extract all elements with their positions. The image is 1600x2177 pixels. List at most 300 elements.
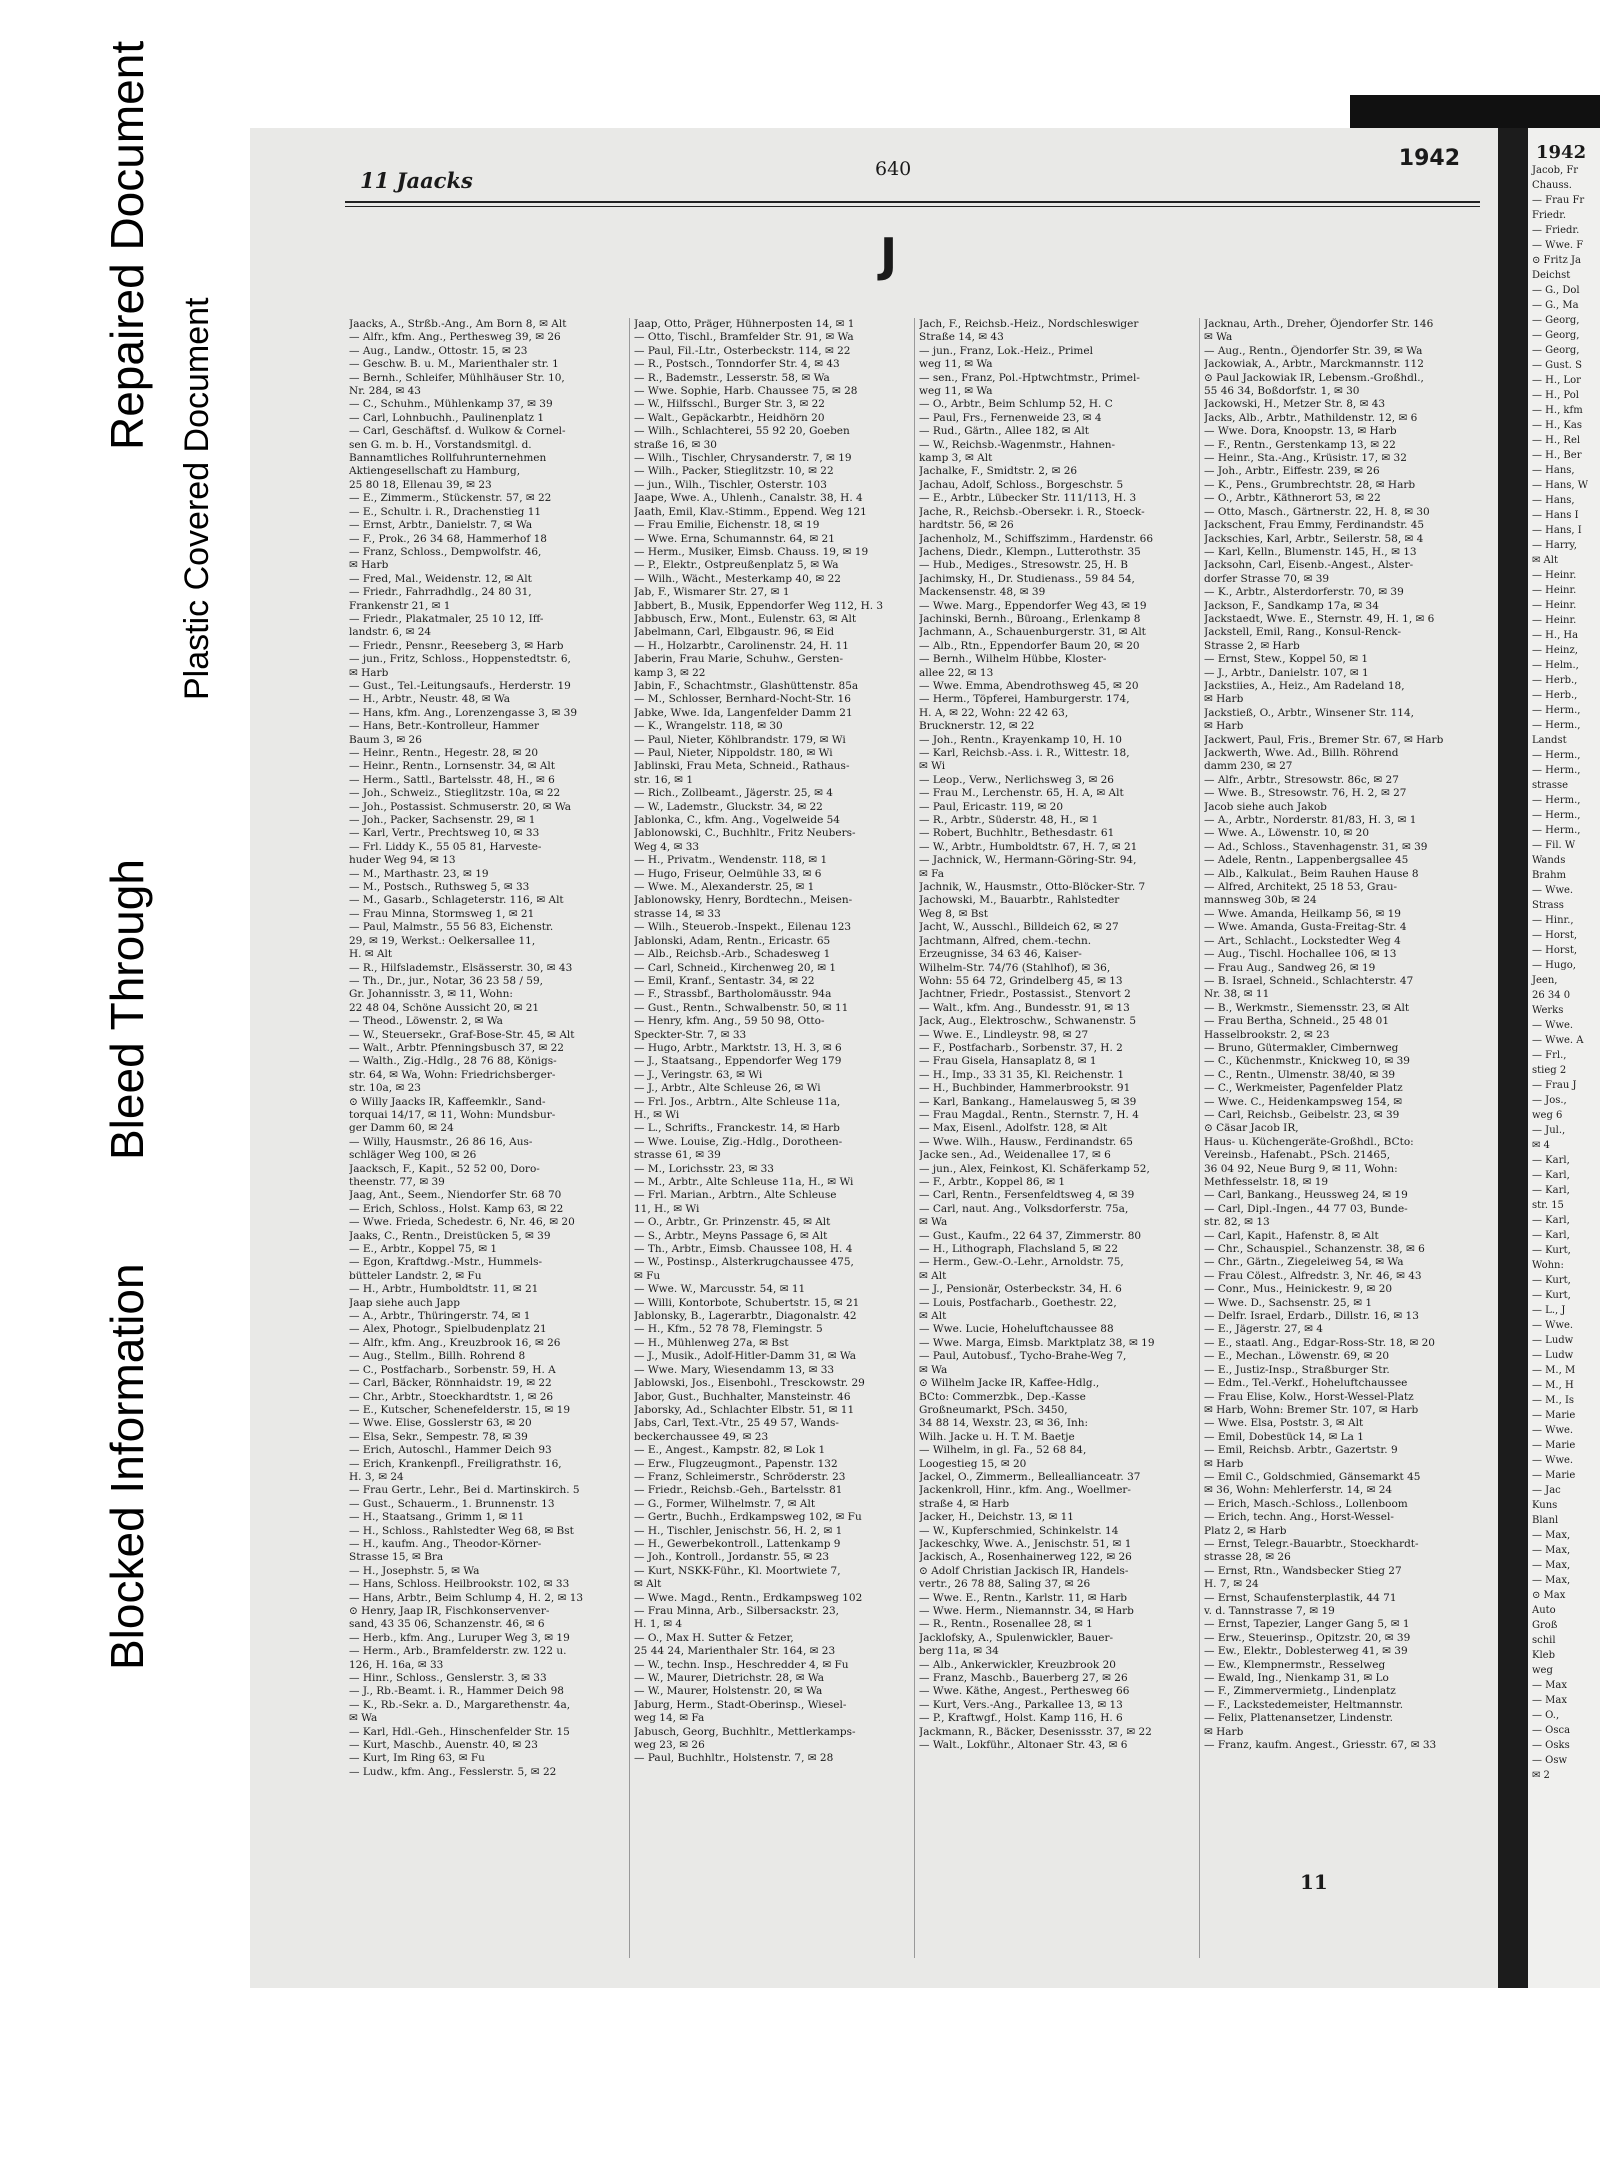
adjacent-page-line: — Wwe. — [1532, 1425, 1574, 1436]
directory-entry: — Emil, Reichsb. Arbtr., Gazertstr. 9 — [1204, 1444, 1398, 1457]
adjacent-page-year: 1942 — [1536, 142, 1587, 163]
directory-entry: Methfesselstr. 18, ✉ 19 — [1204, 1176, 1329, 1188]
directory-entry: — Jachnick, W., Hermann-Göring-Str. 94, — [919, 854, 1137, 867]
directory-entry: — Erich, Schloss., Holst. Kamp 63, ✉ 22 — [349, 1202, 564, 1215]
directory-entry: — Wwe. Elsa, Poststr. 3, ✉ Alt — [1204, 1417, 1364, 1430]
directory-entry: — Alfr., Arbtr., Stresowstr. 86c, ✉ 27 — [1204, 773, 1399, 786]
adjacent-page-line: — Max — [1532, 1680, 1568, 1691]
directory-entry: — Hinr., Schloss., Genslerstr. 3, ✉ 33 — [349, 1672, 547, 1685]
directory-entry: weg 11, ✉ Wa — [919, 385, 993, 398]
adjacent-page-line: — Helm., — [1532, 660, 1579, 671]
directory-entry: — Egon, Kraftdwg.-Mstr., Hummels- — [349, 1256, 543, 1269]
directory-entry: — Alfr., kfm. Ang., Perthesweg 39, ✉ 26 — [349, 331, 561, 344]
directory-entry: — Erich, techn. Ang., Horst-Wessel- — [1204, 1511, 1394, 1524]
directory-entry: — Gertr., Buchh., Erdkampsweg 102, ✉ Fu — [634, 1511, 862, 1524]
label-blocked-information: Blocked Information — [101, 1263, 153, 1670]
directory-entry: — Erich, Krankenpfl., Freiligrathstr. 16, — [349, 1457, 562, 1470]
adjacent-page-line: — Wwe. F — [1532, 240, 1584, 251]
directory-entry: ✉ Wa — [349, 1712, 378, 1725]
adjacent-page-line: — Osw — [1532, 1755, 1568, 1766]
directory-entry: — Wwe. Amanda, Gusta-Freitag-Str. 4 — [1204, 921, 1407, 934]
adjacent-page-line: — Herm., — [1532, 825, 1581, 836]
directory-entry: — Wwe. Emma, Abendrothsweg 45, ✉ 20 — [919, 679, 1139, 692]
page-header-left: 11 Jaacks — [360, 168, 473, 193]
directory-entry: — Karl, Kelln., Blumenstr. 145, H., ✉ 13 — [1204, 545, 1417, 558]
adjacent-page-line: str. 15 — [1532, 1200, 1564, 1211]
adjacent-page-line: — Marie — [1532, 1470, 1576, 1481]
adjacent-page-line: — Horst, — [1532, 945, 1578, 956]
directory-entry: — H., kaufm. Ang., Theodor-Körner- — [349, 1537, 542, 1550]
directory-entry: Jackenkroll, Hinr., kfm. Ang., Woellmer- — [919, 1484, 1131, 1497]
directory-entry: Jaburg, Herm., Stadt-Oberinsp., Wiesel- — [634, 1698, 847, 1711]
directory-entry: Baum 3, ✉ 26 — [349, 733, 422, 746]
directory-entry: — Gust., Schauerm., 1. Brunnenstr. 13 — [349, 1497, 555, 1510]
directory-entry: Jabin, F., Schachtmstr., Glashüttenstr. 85a — [634, 679, 859, 692]
directory-entry: — Bernh., Schleifer, Mühlhäuser Str. 10, — [349, 371, 565, 384]
directory-entry: — Heinr., Rentn., Lornsenstr. 34, ✉ Alt — [349, 760, 556, 773]
adjacent-page-line: — Frau Fr — [1532, 195, 1585, 206]
directory-entry: — E., Justiz-Insp., Straßburger Str. — [1204, 1363, 1390, 1376]
directory-entry: — Wilh., Schlachterei, 55 92 20, Goeben — [634, 425, 850, 438]
directory-entry: Jachalke, F., Smidtstr. 2, ✉ 26 — [919, 465, 1078, 478]
adjacent-page-line: weg — [1532, 1665, 1553, 1676]
directory-entry: — C., Rentn., Ulmenstr. 38/40, ✉ 39 — [1204, 1068, 1396, 1081]
adjacent-page-line: — Herm., — [1532, 705, 1581, 716]
directory-entry: Jaborsky, Ad., Schlachter Elbstr. 51, ✉ 11 — [634, 1403, 855, 1416]
directory-entry: Jablonski, Adam, Rentn., Ericastr. 65 — [634, 934, 831, 947]
directory-entry: — Paul, Autobusf., Tycho-Brahe-Weg 7, — [919, 1350, 1127, 1363]
directory-entry: Jackstiies, A., Heiz., Am Radeland 18, — [1204, 679, 1405, 692]
directory-entry: — Erich, Masch.-Schloss., Lollenboom — [1204, 1497, 1408, 1510]
directory-entry: — C., Werkmeister, Pagenfelder Platz — [1204, 1082, 1403, 1095]
directory-entry: — Chr., Arbtr., Stoeckhardtstr. 1, ✉ 26 — [349, 1390, 554, 1403]
directory-entry: — Wilhelm, in gl. Fa., 52 68 84, — [919, 1444, 1087, 1457]
directory-entry: — W., Reichsb.-Wagenmstr., Hahnen- — [919, 438, 1116, 451]
directory-entry: — H., Staatsang., Grimm 1, ✉ 11 — [349, 1511, 525, 1524]
directory-entry: Jaath, Emil, Klav.-Stimm., Eppend. Weg 121 — [634, 505, 867, 518]
directory-entry: — jun., Alex, Feinkost, Kl. Schäferkamp 52, — [919, 1162, 1150, 1175]
directory-entry: — E., Kutscher, Schenefelderstr. 15, ✉ 19 — [349, 1403, 571, 1416]
directory-entry: — Frau Magdal., Rentn., Sternstr. 7, H. 4 — [919, 1108, 1139, 1121]
directory-entry: — K., Wrangelstr. 118, ✉ 30 — [634, 720, 783, 733]
adjacent-page-line: Auto — [1532, 1605, 1556, 1616]
adjacent-page-line: — M., H — [1532, 1380, 1574, 1391]
directory-entry: Jacksohn, Carl, Eisenb.-Angest., Alster- — [1204, 559, 1414, 572]
directory-entry: Jacks, Alb., Arbtr., Mathildenstr. 12, ✉ 6 — [1204, 411, 1418, 424]
directory-entry: — Alex, Photogr., Spielbudenplatz 21 — [349, 1323, 547, 1336]
adjacent-page-line: — Jac — [1532, 1485, 1561, 1496]
adjacent-page-line: — Karl, — [1532, 1170, 1570, 1181]
adjacent-page-line: — Kurt, — [1532, 1275, 1571, 1286]
directory-entry: — Wilh., Tischler, Chrysanderstr. 7, ✉ 19 — [634, 452, 852, 465]
directory-entry: 126, H. 16a, ✉ 33 — [349, 1658, 444, 1671]
directory-entry: Jablinski, Frau Meta, Schneid., Rathaus- — [634, 760, 850, 773]
directory-entry: — M., Arbtr., Alte Schleuse 11a, H., ✉ Wi — [634, 1176, 854, 1188]
directory-entry: — Walth., Zig.-Hdlg., 28 76 88, Königs- — [349, 1055, 557, 1068]
directory-entry: — Wwe. Mary, Wiesendamm 13, ✉ 33 — [634, 1363, 835, 1376]
directory-entry: — Carl, Geschäftsf. d. Wulkow & Cornel- — [349, 425, 566, 438]
directory-entry: berg 11a, ✉ 34 — [919, 1645, 999, 1658]
directory-entry: ✉ Alt — [919, 1269, 947, 1282]
directory-entry: ✉ Fu — [634, 1269, 661, 1282]
directory-entry: — Gust., Kaufm., 22 64 37, Zimmerstr. 80 — [919, 1229, 1142, 1242]
directory-entry: — Ernst, Stew., Koppel 50, ✉ 1 — [1204, 653, 1369, 666]
directory-entry: — Wwe. E., Lindleystr. 98, ✉ 27 — [919, 1028, 1089, 1041]
directory-entry: ✉ Wa — [919, 1363, 948, 1376]
directory-entry: — Aug., Tischl. Hochallee 106, ✉ 13 — [1204, 948, 1397, 961]
directory-entry: H. 1, ✉ 4 — [634, 1618, 683, 1631]
directory-entry: — jun., Wilh., Tischler, Osterstr. 103 — [634, 478, 827, 491]
directory-entry: — Erich, Autoschl., Hammer Deich 93 — [349, 1444, 552, 1457]
directory-entry: Weg 4, ✉ 33 — [634, 840, 700, 853]
directory-entry: Weg 8, ✉ Bst — [919, 907, 989, 920]
directory-entry: — Carl, Bankang., Heussweg 24, ✉ 19 — [1204, 1189, 1408, 1202]
directory-entry: — R., Bademstr., Lesserstr. 58, ✉ Wa — [634, 371, 830, 384]
directory-entry: — Carl, Rentn., Fersenfeldtsweg 4, ✉ 39 — [919, 1189, 1135, 1202]
directory-entry: H. ✉ Alt — [349, 948, 393, 961]
adjacent-page-line: Werks — [1532, 1005, 1564, 1016]
directory-entry: ⊙ Wilhelm Jacke IR, Kaffee-Hdlg., — [919, 1377, 1100, 1390]
directory-entry: — Hans, Betr.-Kontrolleur, Hammer — [349, 720, 539, 733]
directory-entry: — Kurt, NSKK-Führ., Kl. Moortwiete 7, — [634, 1564, 841, 1577]
directory-entry: — Wwe. Marg., Eppendorfer Weg 43, ✉ 19 — [919, 599, 1147, 612]
directory-entry: allee 22, ✉ 13 — [919, 666, 994, 679]
directory-entry: weg 14, ✉ Fa — [634, 1712, 705, 1725]
directory-entry: — O., Arbtr., Käthnerort 53, ✉ 22 — [1204, 492, 1381, 505]
directory-entry: — Otto, Tischl., Bramfelder Str. 91, ✉ Wa — [634, 331, 854, 344]
directory-entry: — Kurt, Im Ring 63, ✉ Fu — [349, 1752, 485, 1765]
directory-entry: — J., Arbtr., Alte Schleuse 26, ✉ Wi — [634, 1082, 821, 1095]
directory-entry: — H., Tischler, Jenischstr. 56, H. 2, ✉ 1 — [634, 1524, 843, 1537]
directory-entry: Jackisch, A., Rosenhainerweg 122, ✉ 26 — [919, 1551, 1132, 1564]
directory-entry: str. 82, ✉ 13 — [1204, 1216, 1270, 1229]
directory-entry: — H., Lithograph, Flachsland 5, ✉ 22 — [919, 1243, 1119, 1256]
directory-entry: ⊙ Cäsar Jacob IR, — [1204, 1122, 1299, 1135]
section-letter: J — [880, 228, 898, 282]
directory-entry: Jacob siehe auch Jakob — [1204, 800, 1327, 813]
adjacent-page-line: — H., Ber — [1532, 450, 1582, 461]
directory-entry: — Paul, Nieter, Nippoldstr. 180, ✉ Wi — [634, 747, 833, 759]
directory-entry: kamp 3, ✉ Alt — [919, 452, 993, 465]
directory-entry: Jabelmann, Carl, Elbgaustr. 96, ✉ Eid — [634, 626, 835, 639]
directory-entry: — Frl. Jos., Arbtrn., Alte Schleuse 11a, — [634, 1095, 841, 1108]
directory-entry: — Henry, kfm. Ang., 59 50 98, Otto- — [634, 1015, 825, 1028]
directory-entry: — Chr., Gärtn., Ziegeleiweg 54, ✉ Wa — [1204, 1256, 1404, 1269]
directory-entry: Jachtmann, Alfred, chem.-techn. — [919, 934, 1092, 947]
directory-entry: Jacke sen., Ad., Weidenallee 17, ✉ 6 — [919, 1149, 1111, 1162]
directory-entry: — Otto, Masch., Gärtnerstr. 22, H. 8, ✉ 30 — [1204, 505, 1430, 518]
directory-entry: 11, H., ✉ Wi — [634, 1202, 700, 1215]
directory-entry: Jackel, O., Zimmerm., Belleallianceatr. 37 — [919, 1470, 1141, 1483]
adjacent-page-line: — G., Dol — [1532, 285, 1580, 296]
adjacent-page-line: — Heinz, — [1532, 645, 1578, 656]
directory-entry: — Hans, kfm. Ang., Lorenzengasse 3, ✉ 39 — [349, 706, 578, 719]
directory-entry: — E., staatl. Ang., Edgar-Ross-Str. 18, ✉ 20 — [1204, 1336, 1435, 1349]
directory-entry: Mackensenstr. 48, ✉ 39 — [919, 586, 1046, 599]
directory-entry: — B. Israel, Schneid., Schlachterstr. 47 — [1204, 974, 1414, 987]
directory-entry: — F., Strassbf., Bartholomäusstr. 94a — [634, 988, 832, 1001]
directory-entry: ⊙ Adolf Christian Jackisch IR, Handels- — [919, 1564, 1129, 1577]
directory-entry: — Carl, Dipl.-Ingen., 44 77 03, Bunde- — [1204, 1202, 1408, 1215]
directory-entry: — Carl, Schneid., Kirchenweg 20, ✉ 1 — [634, 961, 837, 974]
directory-entry: Brucknerstr. 12, ✉ 22 — [919, 720, 1035, 733]
directory-entry: — Leop., Verw., Nerlichsweg 3, ✉ 26 — [919, 773, 1114, 786]
directory-entry: — Heinr., Sta.-Ang., Krüsistr. 17, ✉ 32 — [1204, 452, 1407, 465]
adjacent-page-line: Chauss. — [1532, 180, 1572, 191]
directory-entry: — Carl, Lohnbuchh., Paulinenplatz 1 — [349, 411, 545, 424]
directory-entry: — H., Imp., 33 31 35, Kl. Reichenstr. 1 — [919, 1068, 1125, 1081]
directory-entry: — Frau Minna, Arb., Silbersackstr. 23, — [634, 1605, 840, 1617]
directory-entry: Jackowski, H., Metzer Str. 8, ✉ 43 — [1204, 398, 1386, 411]
directory-entry: — O., Arbtr., Gr. Prinzenstr. 45, ✉ Alt — [634, 1216, 831, 1229]
adjacent-page-line: — Wwe. — [1532, 1320, 1574, 1331]
directory-entry: — Joh., Schweiz., Stieglitzstr. 10a, ✉ 22 — [349, 787, 561, 800]
directory-entry: — Alb., Rtn., Eppendorfer Baum 20, ✉ 20 — [919, 639, 1140, 652]
directory-entry: — Gust., Rentn., Schwalbenstr. 50, ✉ 11 — [634, 1001, 849, 1014]
adjacent-page-line: — Marie — [1532, 1440, 1576, 1451]
directory-entry: — Wwe. B., Stresowstr. 76, H. 2, ✉ 27 — [1204, 787, 1407, 800]
directory-entry: Jabusch, Georg, Buchhltr., Mettlerkamps- — [634, 1725, 856, 1738]
directory-entry: Jaaks, C., Rentn., Dreistücken 5, ✉ 39 — [349, 1229, 551, 1242]
directory-entry: — Alfr., kfm. Ang., Kreuzbrook 16, ✉ 26 — [349, 1336, 561, 1349]
directory-entry: — Frau Cölest., Alfredstr. 3, Nr. 46, ✉ 43 — [1204, 1269, 1422, 1282]
directory-entry: huder Weg 94, ✉ 13 — [349, 854, 456, 867]
adjacent-page-line: — Horst, — [1532, 930, 1578, 941]
directory-entry: — Alfred, Architekt, 25 18 53, Grau- — [1204, 881, 1397, 894]
book-gutter — [1498, 128, 1528, 1988]
directory-columns — [345, 318, 1485, 1958]
directory-entry: ✉ Wa — [1204, 331, 1233, 344]
directory-entry: — J., Musik., Adolf-Hitler-Damm 31, ✉ Wa — [634, 1350, 857, 1363]
directory-entry: — W., Kupferschmied, Schinkelstr. 14 — [919, 1524, 1119, 1537]
directory-entry: — Wwe. Herm., Niemannstr. 34, ✉ Harb — [919, 1605, 1134, 1617]
page-year: 1942 — [1398, 146, 1460, 171]
directory-entry: — Emil, Dobestück 14, ✉ La 1 — [1204, 1430, 1364, 1443]
directory-entry: — Paul, Fil.-Ltr., Osterbeckstr. 114, ✉ 22 — [634, 344, 851, 357]
directory-entry: ✉ Wi — [919, 760, 946, 773]
adjacent-page-line: ⊙ Fritz Ja — [1532, 255, 1581, 266]
directory-entry: strasse 61, ✉ 39 — [634, 1149, 721, 1162]
directory-entry: — F., Arbtr., Koppel 86, ✉ 1 — [919, 1176, 1066, 1188]
directory-entry: Wilhelm-Str. 74/76 (Stahlhof), ✉ 36, — [919, 961, 1111, 974]
directory-entry: Jachtner, Friedr., Postassist., Stenvort 2 — [919, 988, 1131, 1001]
directory-entry: — H., Schloss., Rahlstedter Weg 68, ✉ Bst — [349, 1524, 574, 1537]
adjacent-page-line: — Heinr. — [1532, 600, 1577, 611]
directory-entry: — Wwe. M., Alexanderstr. 25, ✉ 1 — [634, 881, 815, 894]
adjacent-page-line: — Wwe. — [1532, 1455, 1574, 1466]
directory-entry: — Frau Minna, Stormsweg 1, ✉ 21 — [349, 907, 535, 920]
directory-entry: — Herm., Sattl., Bartelsstr. 48, H., ✉ 6 — [349, 773, 555, 786]
directory-entry: — Carl, Reichsb., Geibelstr. 23, ✉ 39 — [1204, 1108, 1400, 1121]
directory-entry: Strasse 15, ✉ Bra — [349, 1551, 444, 1564]
directory-entry: — Th., Arbtr., Eimsb. Chaussee 108, H. 4 — [634, 1243, 853, 1256]
directory-entry: — Fred, Mal., Weidenstr. 12, ✉ Alt — [349, 572, 532, 585]
directory-entry: — Wwe. Magd., Rentn., Erdkampsweg 102 — [634, 1591, 863, 1604]
directory-entry: Jacklofsky, A., Spulenwickler, Bauer- — [919, 1631, 1114, 1644]
directory-entry: Jabbusch, Erw., Mont., Eulenstr. 63, ✉ Alt — [634, 612, 857, 625]
directory-entry: — Adele, Rentn., Lappenbergsallee 45 — [1204, 854, 1409, 867]
directory-entry: straße 4, ✉ Harb — [919, 1497, 1010, 1510]
directory-entry: — Carl, Kapit., Hafenstr. 8, ✉ Alt — [1204, 1229, 1379, 1242]
directory-entry: — E., Arbtr., Koppel 75, ✉ 1 — [349, 1243, 498, 1256]
directory-entry: Jablowski, Jos., Eisenbohl., Tresckowstr. 29 — [634, 1377, 865, 1390]
directory-page — [250, 128, 1500, 1988]
adjacent-page-line: — Max, — [1532, 1560, 1571, 1571]
directory-entry: — Friedr., Fahrradhdlg., 24 80 31, — [349, 586, 532, 599]
adjacent-page-line: — Jos., — [1532, 1095, 1567, 1106]
directory-entry: — Alb., Kalkulat., Beim Rauhen Hause 8 — [1204, 867, 1419, 880]
directory-entry: str. 10a, ✉ 23 — [349, 1082, 421, 1095]
directory-entry: ⊙ Willy Jaacks IR, Kaffeemklr., Sand- — [349, 1095, 546, 1108]
directory-entry: Hasselbrookstr. 2, ✉ 23 — [1204, 1028, 1330, 1041]
directory-entry: — Wwe. Lucie, Hoheluftchaussee 88 — [919, 1323, 1114, 1336]
directory-entry: Jablonka, C., kfm. Ang., Vogelweide 54 — [634, 814, 840, 827]
directory-entry: — Hugo, Friseur, Oelmühle 33, ✉ 6 — [634, 867, 822, 880]
directory-entry: — Aug., Stellm., Billh. Rohrend 8 — [349, 1350, 526, 1363]
directory-column-1 — [345, 318, 630, 1958]
directory-entry: — jun., Fritz, Schloss., Hoppenstedtstr. 6, — [349, 653, 571, 666]
adjacent-page-line: — Ludw — [1532, 1350, 1574, 1361]
directory-entry: — Emil, Kranf., Sentastr. 34, ✉ 22 — [634, 974, 815, 987]
directory-entry: — Paul, Malmstr., 55 56 83, Eichenstr. — [349, 921, 554, 934]
directory-entry: — L., Schrifts., Franckestr. 14, ✉ Harb — [634, 1122, 840, 1135]
directory-entry: — Heinr., Rentn., Hegestr. 28, ✉ 20 — [349, 747, 539, 759]
adjacent-page-line: — Herm., — [1532, 765, 1581, 776]
directory-entry: 55 46 34, Boßdorfstr. 1, ✉ 30 — [1204, 385, 1360, 398]
directory-entry: — Willi, Kontorbote, Schubertstr. 15, ✉ 21 — [634, 1296, 860, 1309]
directory-entry: — Herm., Töpferei, Hamburgerstr. 174, — [919, 693, 1130, 706]
directory-entry: Jach, F., Reichsb.-Heiz., Nordschleswiger — [919, 318, 1139, 330]
directory-entry: — Alb., Ankerwickler, Kreuzbrook 20 — [919, 1658, 1116, 1671]
directory-entry: — R., Arbtr., Süderstr. 48, H., ✉ 1 — [919, 814, 1099, 827]
directory-entry: beckerchaussee 49, ✉ 23 — [634, 1430, 769, 1443]
header-rule — [345, 201, 1480, 207]
directory-entry: — H., Gewerbekontroll., Lattenkamp 9 — [634, 1537, 841, 1550]
adjacent-page-line: — Jul., — [1532, 1125, 1566, 1136]
adjacent-page-line: — Wwe. — [1532, 1020, 1574, 1031]
directory-entry: — Gust., Tel.-Leitungsaufs., Herderstr. 19 — [349, 679, 571, 692]
directory-entry: Nr. 284, ✉ 43 — [349, 385, 421, 398]
directory-entry: Jackstell, Emil, Rang., Konsul-Renck- — [1204, 626, 1402, 639]
directory-entry: str. 64, ✉ Wa, Wohn: Friedrichsberger- — [349, 1068, 556, 1081]
adjacent-page-line: Wohn: — [1532, 1260, 1564, 1271]
directory-entry: — M., Marthastr. 23, ✉ 19 — [349, 867, 489, 880]
directory-entry: — W., Maurer, Holstenstr. 20, ✉ Wa — [634, 1685, 823, 1698]
directory-entry: Jabbert, B., Musik, Eppendorfer Weg 112, H. 3 — [634, 599, 884, 612]
directory-entry: Jaap, Otto, Präger, Hühnerposten 14, ✉ 1 — [634, 318, 855, 330]
adjacent-page-line: — M., M — [1532, 1365, 1576, 1376]
adjacent-page-line: — Harry, — [1532, 540, 1577, 551]
adjacent-page-line: — Marie — [1532, 1410, 1576, 1421]
directory-entry: — E., Schultr. i. R., Drachenstieg 11 — [349, 505, 542, 518]
directory-entry: — Paul, Buchhltr., Holstenstr. 7, ✉ 28 — [634, 1752, 834, 1765]
directory-entry: — Joh., Rentn., Krayenkamp 10, H. 10 — [919, 733, 1122, 746]
directory-entry: bütteler Landstr. 2, ✉ Fu — [349, 1269, 482, 1282]
directory-entry: — Robert, Buchhltr., Bethesdastr. 61 — [919, 827, 1115, 840]
adjacent-page-line: stieg 2 — [1532, 1065, 1567, 1076]
adjacent-page-line: — Gust. S — [1532, 360, 1582, 371]
directory-entry: — K., Arbtr., Alsterdorferstr. 70, ✉ 39 — [1204, 586, 1404, 599]
directory-entry: Jackschent, Frau Emmy, Ferdinandstr. 45 — [1204, 519, 1425, 532]
directory-entry: — K., Rb.-Sekr. a. D., Margarethenstr. 4a, — [349, 1698, 571, 1711]
directory-column-2 — [630, 318, 915, 1958]
directory-entry: — Bernh., Wilhelm Hübbe, Kloster- — [919, 653, 1107, 666]
directory-entry: — Hub., Mediges., Stresowstr. 25, H. B — [919, 559, 1128, 572]
directory-entry: Platz 2, ✉ Harb — [1204, 1524, 1287, 1537]
directory-entry: vertr., 26 78 88, Saling 37, ✉ 26 — [919, 1578, 1091, 1591]
directory-entry: — Ernst, Schaufensterplastik, 44 71 — [1204, 1591, 1397, 1604]
directory-entry: Jackstieß, O., Arbtr., Winsener Str. 114, — [1204, 706, 1415, 719]
adjacent-page-line: — Max, — [1532, 1545, 1571, 1556]
directory-entry: Jacknau, Arth., Dreher, Öjendorfer Str. 146 — [1204, 318, 1434, 330]
directory-entry: — Frau Gertr., Lehr., Bei d. Martinskirch. 5 — [349, 1484, 580, 1497]
directory-entry: — Wilh., Packer, Stieglitzstr. 10, ✉ 22 — [634, 465, 834, 478]
directory-entry: 36 04 92, Neue Burg 9, ✉ 11, Wohn: — [1204, 1162, 1398, 1175]
directory-entry: — E., Arbtr., Lübecker Str. 111/113, H. 3 — [919, 492, 1137, 505]
directory-entry: — Herm., Arb., Bramfelderstr. zw. 122 u. — [349, 1645, 567, 1658]
directory-entry: Jaap siehe auch Japp — [349, 1296, 460, 1309]
directory-entry: — E., Mechan., Löwenstr. 69, ✉ 20 — [1204, 1350, 1390, 1363]
directory-entry: — A., Arbtr., Thüringerstr. 74, ✉ 1 — [349, 1310, 531, 1323]
directory-entry: — Karl, Hdl.-Geh., Hinschenfelder Str. 15 — [349, 1725, 570, 1738]
directory-entry: landstr. 6, ✉ 24 — [349, 626, 432, 639]
directory-entry: 29, ✉ 19, Werkst.: Oelkersallee 11, — [349, 934, 536, 947]
directory-entry: — Walt., kfm. Ang., Bundesstr. 91, ✉ 13 — [919, 1001, 1130, 1014]
adjacent-page-line: — Max, — [1532, 1530, 1571, 1541]
label-plastic-covered-document: Plastic Covered Document — [178, 297, 216, 700]
adjacent-page-line: — Hans, I — [1532, 525, 1582, 536]
directory-entry: — Frau Gisela, Hansaplatz 8, ✉ 1 — [919, 1055, 1097, 1068]
directory-entry: — C., Schuhm., Mühlenkamp 37, ✉ 39 — [349, 398, 553, 411]
directory-entry: — Hugo, Arbtr., Marktstr. 13, H. 3, ✉ 6 — [634, 1041, 842, 1054]
directory-entry: — Frau Elise, Kolw., Horst-Wessel-Platz — [1204, 1390, 1414, 1403]
directory-entry: — K., Pens., Grumbrechtstr. 28, ✉ Harb — [1204, 478, 1416, 491]
adjacent-page-line: — Hans, W — [1532, 480, 1589, 491]
directory-entry: Jabor, Gust., Buchhalter, Mansteinstr. 46 — [634, 1390, 851, 1403]
directory-entry: Bannamtliches Rollfuhrunternehmen — [349, 452, 547, 465]
directory-entry: Gr. Johannisstr. 3, ✉ 11, Wohn: — [349, 988, 513, 1001]
directory-entry: — E., Jägerstr. 27, ✉ 4 — [1204, 1323, 1323, 1336]
directory-entry: schläger Weg 100, ✉ 26 — [349, 1149, 477, 1162]
adjacent-page-line: schil — [1532, 1635, 1556, 1646]
directory-entry: — M., Schlosser, Bernhard-Nocht-Str. 16 — [634, 693, 851, 706]
directory-entry: ✉ Wa — [919, 1216, 948, 1229]
directory-entry: — A., Arbtr., Norderstr. 81/83, H. 3, ✉ 1 — [1204, 814, 1417, 827]
directory-entry: — Walt., Lokführ., Altonaer Str. 43, ✉ 6 — [919, 1739, 1128, 1752]
directory-entry: — Wwe. Käthe, Angest., Perthesweg 66 — [919, 1685, 1130, 1698]
directory-entry: — J., Staatsang., Eppendorfer Weg 179 — [634, 1055, 842, 1068]
directory-entry: — Friedr., Reichsb.-Geh., Bartelsstr. 81 — [634, 1484, 843, 1497]
directory-entry: Jaberin, Frau Marie, Schuhw., Gersten- — [634, 653, 844, 666]
directory-entry: — Wwe. W., Marcusstr. 54, ✉ 11 — [634, 1283, 806, 1296]
adjacent-page-line: — Hans, — [1532, 495, 1575, 506]
directory-entry: — Wilh., Wächt., Mesterkamp 40, ✉ 22 — [634, 572, 841, 585]
directory-entry: — Wwe. E., Rentn., Karlstr. 11, ✉ Harb — [919, 1591, 1128, 1604]
directory-entry: — Ludw., kfm. Ang., Fesslerstr. 5, ✉ 22 — [349, 1765, 557, 1778]
adjacent-page-line: — Heinr. — [1532, 615, 1577, 626]
directory-entry: — W., Postinsp., Alsterkrugchaussee 475, — [634, 1256, 854, 1269]
directory-entry: — Walt., Gepäckarbtr., Heidhörn 20 — [634, 411, 825, 424]
directory-entry: — H., Mühlenweg 27a, ✉ Bst — [634, 1336, 789, 1349]
directory-entry: — H., Privatm., Wendenstr. 118, ✉ 1 — [634, 854, 828, 867]
adjacent-page-line: — Heinr. — [1532, 585, 1577, 596]
directory-entry: — O., Max H. Sutter & Fetzer, — [634, 1631, 794, 1644]
adjacent-page-line: — Georg, — [1532, 345, 1580, 356]
directory-entry: BCto: Commerzbk., Dep.-Kasse — [919, 1390, 1086, 1403]
adjacent-page-line: — O., — [1532, 1710, 1560, 1721]
adjacent-page-line: — Kurt, — [1532, 1245, 1571, 1256]
directory-entry: — Wwe. Frieda, Schedestr. 6, Nr. 46, ✉ 20 — [349, 1216, 575, 1229]
